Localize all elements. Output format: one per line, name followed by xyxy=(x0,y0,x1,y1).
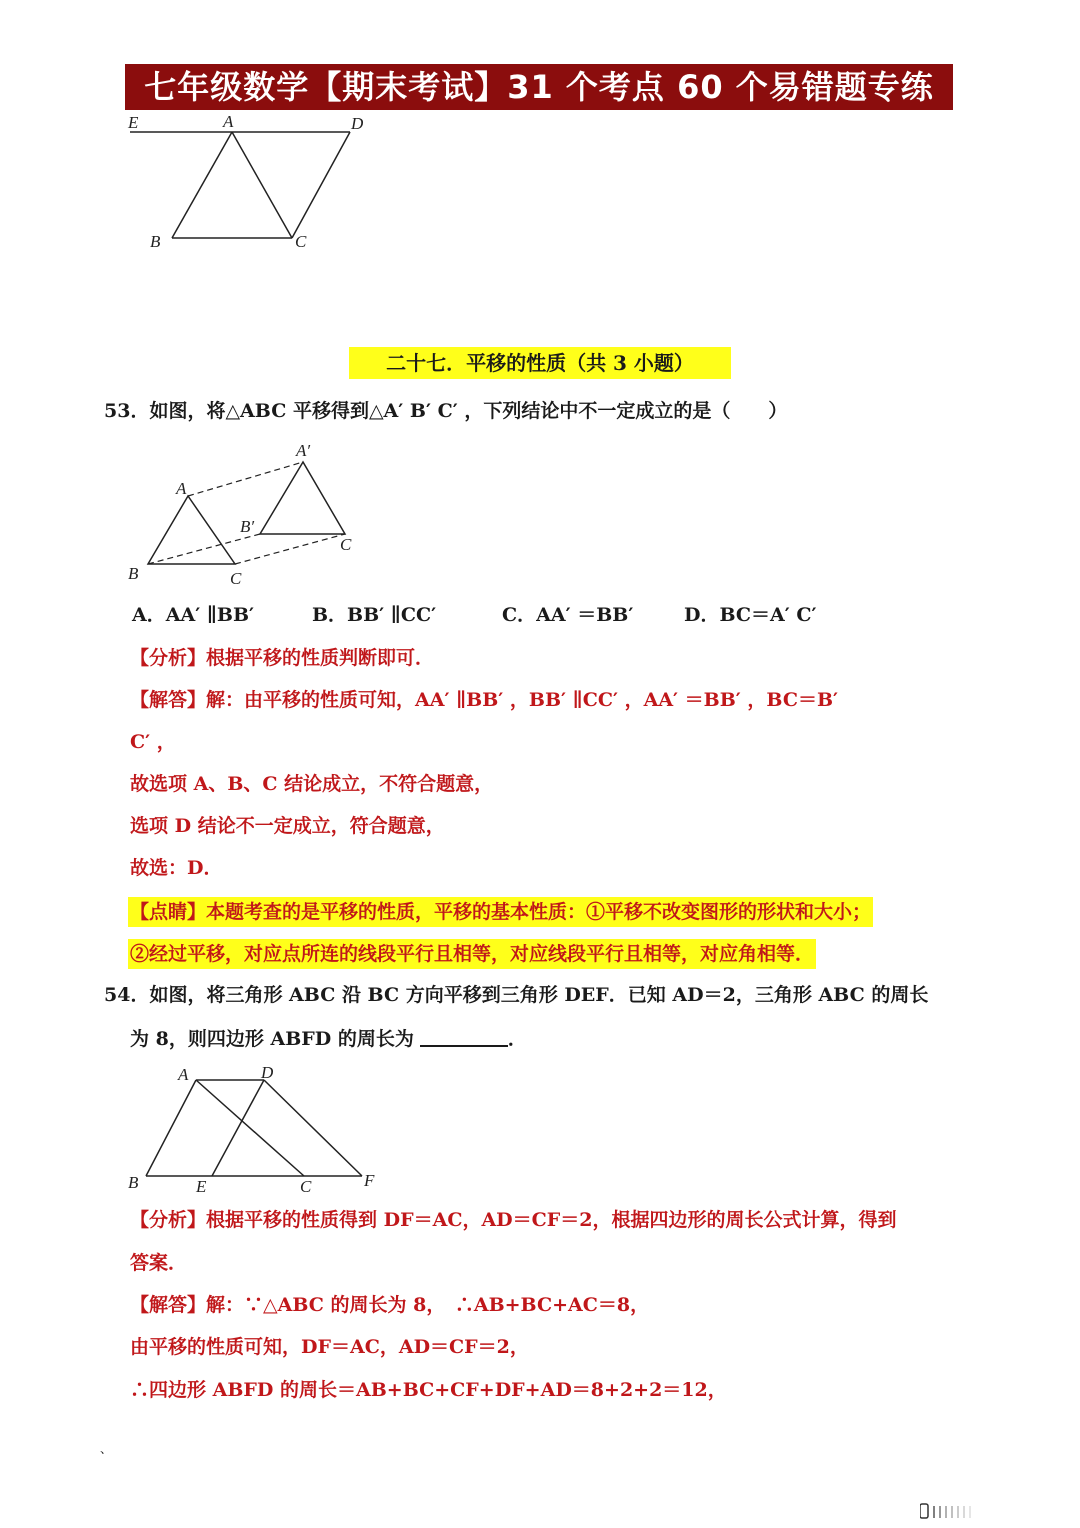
section-heading: 二十七．平移的性质（共 3 小题） xyxy=(349,347,731,379)
q54-question-end: ． xyxy=(507,1028,527,1050)
q54-analysis-line: 【分析】根据平移的性质得到 DF＝AC，AD＝CF＝2，根据四边形的周长公式计算，得到 xyxy=(130,1209,897,1231)
answer-blank xyxy=(420,1025,508,1047)
q53-analysis: 【分析】根据平移的性质判断即可． xyxy=(130,647,435,669)
q53-answer-line: 故选：D． xyxy=(130,857,223,879)
q54-translation-figure xyxy=(120,1060,390,1200)
label-b: B xyxy=(150,232,161,251)
q54-analysis-line: 答案． xyxy=(130,1252,188,1274)
q53-option-a: A．AA′ ∥BB′ xyxy=(132,604,255,626)
label-d: D xyxy=(351,114,364,133)
label-b: B xyxy=(128,1173,139,1192)
label-a: A xyxy=(223,112,234,131)
label-f: F xyxy=(364,1171,375,1190)
q54-question-text: 为 8，则四边形 ABFD 的周长为 xyxy=(130,1028,414,1050)
footer-mark: 、 xyxy=(100,1442,113,1456)
q53-answer-line: 选项 D 结论不一定成立，符合题意， xyxy=(130,815,445,837)
q53-option-d: D．BC＝A′ C′ xyxy=(684,604,817,626)
label-c: C xyxy=(300,1177,312,1196)
label-b: B xyxy=(128,564,139,583)
label-b-prime: B′ xyxy=(240,517,255,536)
page-indicator-icon xyxy=(920,1502,1040,1520)
q53-comment-line: ②经过平移，对应点所连的线段平行且相等，对应线段平行且相等，对应角相等． xyxy=(128,939,816,969)
q54-question-line xyxy=(130,1025,527,1052)
label-c: C xyxy=(295,232,307,251)
q54-answer-line: 【解答】解：∵△ABC 的周长为 8， ∴AB+BC+AC＝8， xyxy=(130,1294,650,1316)
q53-answer-line: 【解答】解：由平移的性质可知，AA′ ∥BB′ ，BB′ ∥CC′ ，AA′ ＝BB′ ，BC＝B′ xyxy=(130,689,839,711)
q53-option-c: C．AA′ ＝BB′ xyxy=(502,604,634,626)
label-a-prime: A′ xyxy=(296,441,311,460)
q53-option-b: B．BB′ ∥CC′ xyxy=(312,604,437,626)
q53-answer-line: C′ ， xyxy=(130,731,176,753)
label-a: A xyxy=(176,479,187,498)
q53-translation-figure xyxy=(120,436,380,591)
q53-question: 53．如图，将△ABC 平移得到△A′ B′ C′ ，下列结论中不一定成立的是（ ） xyxy=(104,400,788,422)
q53-answer-line: 故选项 A、B、C 结论成立，不符合题意， xyxy=(130,773,494,795)
label-e: E xyxy=(128,113,139,132)
q54-answer-line: ∴四边形 ABFD 的周长＝AB+BC+CF+DF+AD＝8+2+2＝12， xyxy=(130,1379,727,1401)
label-c: C xyxy=(230,569,242,588)
label-e: E xyxy=(196,1177,207,1196)
label-a: A xyxy=(178,1065,189,1084)
q53-comment-line: 【点睛】本题考查的是平移的性质，平移的基本性质：①平移不改变图形的形状和大小； xyxy=(128,897,873,927)
page-banner-title: 七年级数学【期末考试】31 个考点 60 个易错题专练 xyxy=(125,64,953,110)
label-d: D xyxy=(261,1063,274,1082)
q54-question-line: 54．如图，将三角形 ABC 沿 BC 方向平移到三角形 DEF．已知 AD＝2，三角形 ABC 的周长 xyxy=(104,984,929,1006)
label-c-prime: C xyxy=(340,535,352,554)
parallelogram-figure xyxy=(120,110,380,260)
q54-answer-line: 由平移的性质可知，DF＝AC，AD＝CF＝2， xyxy=(130,1336,529,1358)
